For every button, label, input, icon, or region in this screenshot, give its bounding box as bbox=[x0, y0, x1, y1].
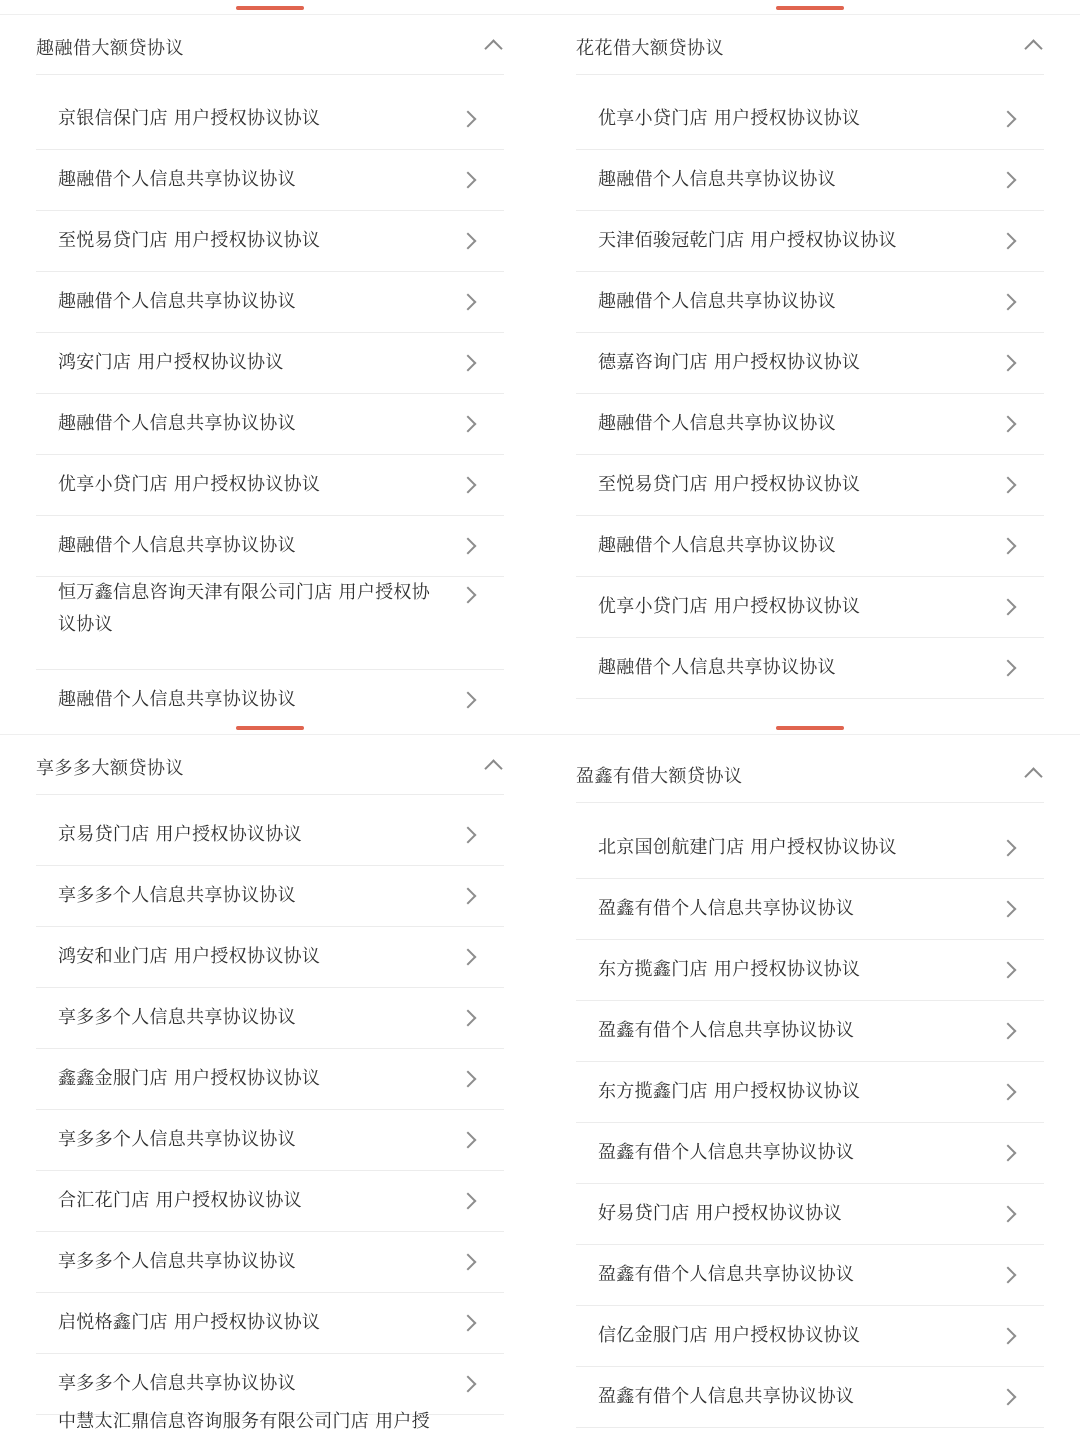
agreement-item[interactable] bbox=[36, 805, 504, 866]
agreement-panel bbox=[540, 0, 1080, 720]
agreement-item-label: 盈鑫有借个人信息共享协议协议 bbox=[598, 1020, 855, 1041]
chevron-right-icon bbox=[1000, 1206, 1017, 1223]
agreement-item[interactable] bbox=[36, 333, 504, 394]
chevron-right-icon bbox=[1000, 840, 1017, 857]
agreement-item[interactable] bbox=[36, 1354, 504, 1415]
agreement-item[interactable] bbox=[576, 1184, 1044, 1245]
agreement-item-label: 鸿安和业门店 用户授权协议协议 bbox=[58, 946, 321, 967]
agreement-item-label: 至悦易贷门店 用户授权协议协议 bbox=[598, 474, 861, 495]
agreement-list bbox=[36, 805, 504, 1432]
chevron-right-icon bbox=[1000, 233, 1017, 250]
agreement-item-label: 鸿安门店 用户授权协议协议 bbox=[58, 352, 284, 373]
scroll-indicator bbox=[776, 6, 844, 10]
agreement-item-label: 合汇花门店 用户授权协议协议 bbox=[58, 1190, 302, 1211]
chevron-right-icon bbox=[1000, 355, 1017, 372]
agreement-item[interactable] bbox=[576, 1367, 1044, 1428]
agreement-item[interactable] bbox=[576, 516, 1044, 577]
agreement-item[interactable] bbox=[576, 940, 1044, 1001]
chevron-right-icon bbox=[460, 1376, 477, 1393]
agreement-item-label: 盈鑫有借个人信息共享协议协议 bbox=[598, 898, 855, 919]
chevron-right-icon bbox=[1000, 477, 1017, 494]
agreement-item-label: 趣融借个人信息共享协议协议 bbox=[598, 413, 836, 434]
chevron-right-icon bbox=[460, 111, 477, 128]
agreement-item-label: 鑫鑫金服门店 用户授权协议协议 bbox=[58, 1068, 321, 1089]
agreement-item-label: 趣融借个人信息共享协议协议 bbox=[58, 689, 296, 710]
chevron-right-icon bbox=[1000, 1084, 1017, 1101]
agreement-item[interactable] bbox=[36, 516, 504, 577]
agreement-item[interactable] bbox=[36, 577, 504, 670]
chevron-right-icon bbox=[460, 692, 477, 709]
chevron-right-icon bbox=[1000, 962, 1017, 979]
agreement-item-label: 优享小贷门店 用户授权协议协议 bbox=[598, 108, 861, 129]
chevron-right-icon bbox=[460, 1071, 477, 1088]
chevron-right-icon bbox=[460, 1315, 477, 1332]
agreement-item[interactable] bbox=[576, 1245, 1044, 1306]
agreement-item-label[interactable]: 中慧太汇鼎信息咨询服务有限公司门店 用户授 bbox=[58, 1411, 431, 1432]
agreement-item[interactable] bbox=[36, 1171, 504, 1232]
agreement-item-label: 趣融借个人信息共享协议协议 bbox=[598, 291, 836, 312]
chevron-right-icon bbox=[1000, 660, 1017, 677]
agreement-item-label: 享多多个人信息共享协议协议 bbox=[58, 1129, 296, 1150]
agreement-item[interactable] bbox=[36, 1232, 504, 1293]
scroll-indicator bbox=[236, 726, 304, 730]
divider bbox=[540, 734, 1080, 735]
agreement-list bbox=[36, 89, 504, 720]
agreement-item[interactable] bbox=[576, 1001, 1044, 1062]
chevron-up-icon[interactable] bbox=[484, 759, 502, 777]
chevron-right-icon bbox=[460, 1132, 477, 1149]
chevron-right-icon bbox=[1000, 416, 1017, 433]
agreement-item-label: 天津佰骏冠乾门店 用户授权协议协议 bbox=[598, 230, 897, 251]
agreement-item-label: 至悦易贷门店 用户授权协议协议 bbox=[58, 230, 321, 251]
section-title: 趣融借大额贷协议 bbox=[36, 38, 184, 59]
chevron-right-icon bbox=[1000, 599, 1017, 616]
agreement-item-label: 盈鑫有借个人信息共享协议协议 bbox=[598, 1142, 855, 1163]
chevron-up-icon[interactable] bbox=[1024, 39, 1042, 57]
agreement-item-label: 趣融借个人信息共享协议协议 bbox=[58, 413, 296, 434]
agreement-item-label: 享多多个人信息共享协议协议 bbox=[58, 1251, 296, 1272]
agreement-panel bbox=[0, 720, 540, 1440]
chevron-right-icon bbox=[1000, 172, 1017, 189]
agreement-item[interactable] bbox=[576, 1123, 1044, 1184]
agreement-panel bbox=[540, 720, 1080, 1440]
chevron-up-icon[interactable] bbox=[484, 39, 502, 57]
chevron-right-icon bbox=[460, 587, 477, 604]
agreement-item-label: 趣融借个人信息共享协议协议 bbox=[58, 169, 296, 190]
agreement-item[interactable] bbox=[576, 879, 1044, 940]
agreement-item-label: 趣融借个人信息共享协议协议 bbox=[58, 291, 296, 312]
agreement-item[interactable] bbox=[36, 927, 504, 988]
agreement-item-label: 启悦格鑫门店 用户授权协议协议 bbox=[58, 1312, 321, 1333]
agreement-item-label: 优享小贷门店 用户授权协议协议 bbox=[598, 596, 861, 617]
agreement-item-label: 信亿金服门店 用户授权协议协议 bbox=[598, 1325, 861, 1346]
agreement-item-label: 京易贷门店 用户授权协议协议 bbox=[58, 824, 302, 845]
scroll-indicator bbox=[236, 6, 304, 10]
agreement-item-label: 趣融借个人信息共享协议协议 bbox=[58, 535, 296, 556]
chevron-right-icon bbox=[460, 172, 477, 189]
agreement-item[interactable] bbox=[36, 89, 504, 150]
agreement-item-label: 京银信保门店 用户授权协议协议 bbox=[58, 108, 321, 129]
agreement-item-label: 享多多个人信息共享协议协议 bbox=[58, 1373, 296, 1394]
agreement-item-label: 东方揽鑫门店 用户授权协议协议 bbox=[598, 1081, 861, 1102]
agreement-item[interactable] bbox=[36, 670, 504, 720]
chevron-right-icon bbox=[1000, 538, 1017, 555]
agreement-item[interactable] bbox=[576, 394, 1044, 455]
agreement-panel bbox=[0, 0, 540, 720]
agreement-item[interactable] bbox=[36, 394, 504, 455]
section-header[interactable] bbox=[36, 16, 504, 75]
chevron-right-icon bbox=[1000, 111, 1017, 128]
agreement-item-label: 享多多个人信息共享协议协议 bbox=[58, 885, 296, 906]
section-title: 花花借大额贷协议 bbox=[576, 38, 724, 59]
agreement-item-label: 北京国创航建门店 用户授权协议协议 bbox=[598, 837, 897, 858]
agreement-item-label: 享多多个人信息共享协议协议 bbox=[58, 1007, 296, 1028]
chevron-right-icon bbox=[460, 1193, 477, 1210]
agreement-item-label: 趣融借个人信息共享协议协议 bbox=[598, 169, 836, 190]
chevron-right-icon bbox=[460, 827, 477, 844]
agreement-item[interactable] bbox=[576, 333, 1044, 394]
chevron-right-icon bbox=[460, 1254, 477, 1271]
section-header[interactable] bbox=[36, 736, 504, 795]
agreement-item[interactable] bbox=[36, 988, 504, 1049]
section-title: 盈鑫有借大额贷协议 bbox=[576, 766, 743, 787]
agreement-item[interactable] bbox=[576, 89, 1044, 150]
agreement-item[interactable] bbox=[576, 818, 1044, 879]
chevron-right-icon bbox=[1000, 1145, 1017, 1162]
agreement-item[interactable] bbox=[576, 1306, 1044, 1367]
chevron-right-icon bbox=[1000, 901, 1017, 918]
agreement-list bbox=[576, 818, 1044, 1428]
chevron-right-icon bbox=[460, 355, 477, 372]
agreement-item[interactable] bbox=[36, 211, 504, 272]
divider bbox=[0, 734, 540, 735]
chevron-right-icon bbox=[460, 416, 477, 433]
agreement-item[interactable] bbox=[576, 638, 1044, 699]
chevron-right-icon bbox=[460, 888, 477, 905]
agreement-list bbox=[576, 89, 1044, 699]
agreement-item[interactable] bbox=[576, 455, 1044, 516]
chevron-right-icon bbox=[460, 949, 477, 966]
agreement-item[interactable] bbox=[576, 272, 1044, 333]
chevron-right-icon bbox=[460, 1010, 477, 1027]
agreement-item-label: 趣融借个人信息共享协议协议 bbox=[598, 657, 836, 678]
chevron-right-icon bbox=[1000, 1328, 1017, 1345]
agreement-item[interactable] bbox=[576, 1062, 1044, 1123]
agreement-item[interactable] bbox=[576, 211, 1044, 272]
chevron-up-icon[interactable] bbox=[1024, 767, 1042, 785]
agreement-item-label: 优享小贷门店 用户授权协议协议 bbox=[58, 474, 321, 495]
agreement-item-label: 德嘉咨询门店 用户授权协议协议 bbox=[598, 352, 861, 373]
chevron-right-icon bbox=[1000, 1023, 1017, 1040]
chevron-right-icon bbox=[460, 294, 477, 311]
agreement-item[interactable] bbox=[576, 577, 1044, 638]
agreement-item[interactable] bbox=[36, 1293, 504, 1354]
agreement-item[interactable] bbox=[36, 455, 504, 516]
divider bbox=[0, 14, 540, 15]
scroll-indicator bbox=[776, 726, 844, 730]
agreement-item-label: 盈鑫有借个人信息共享协议协议 bbox=[598, 1264, 855, 1285]
section-title: 享多多大额贷协议 bbox=[36, 758, 184, 779]
agreement-item[interactable] bbox=[36, 272, 504, 333]
section-header[interactable] bbox=[576, 744, 1044, 803]
agreement-item-label: 好易贷门店 用户授权协议协议 bbox=[598, 1203, 842, 1224]
agreement-item[interactable] bbox=[36, 1110, 504, 1171]
agreement-item[interactable] bbox=[576, 150, 1044, 211]
chevron-right-icon bbox=[1000, 1267, 1017, 1284]
agreement-item[interactable] bbox=[36, 1049, 504, 1110]
agreement-item-label: 东方揽鑫门店 用户授权协议协议 bbox=[598, 959, 861, 980]
chevron-right-icon bbox=[1000, 294, 1017, 311]
chevron-right-icon bbox=[460, 233, 477, 250]
agreement-item[interactable] bbox=[36, 150, 504, 211]
agreement-item[interactable] bbox=[36, 866, 504, 927]
chevron-right-icon bbox=[460, 477, 477, 494]
section-header[interactable] bbox=[576, 16, 1044, 75]
chevron-right-icon bbox=[460, 538, 477, 555]
agreement-item-label: 趣融借个人信息共享协议协议 bbox=[598, 535, 836, 556]
divider bbox=[540, 14, 1080, 15]
agreement-item-label: 盈鑫有借个人信息共享协议协议 bbox=[598, 1386, 855, 1407]
chevron-right-icon bbox=[1000, 1389, 1017, 1406]
agreement-item-label: 恒万鑫信息咨询天津有限公司门店 用户授权协议协议 bbox=[58, 582, 431, 635]
